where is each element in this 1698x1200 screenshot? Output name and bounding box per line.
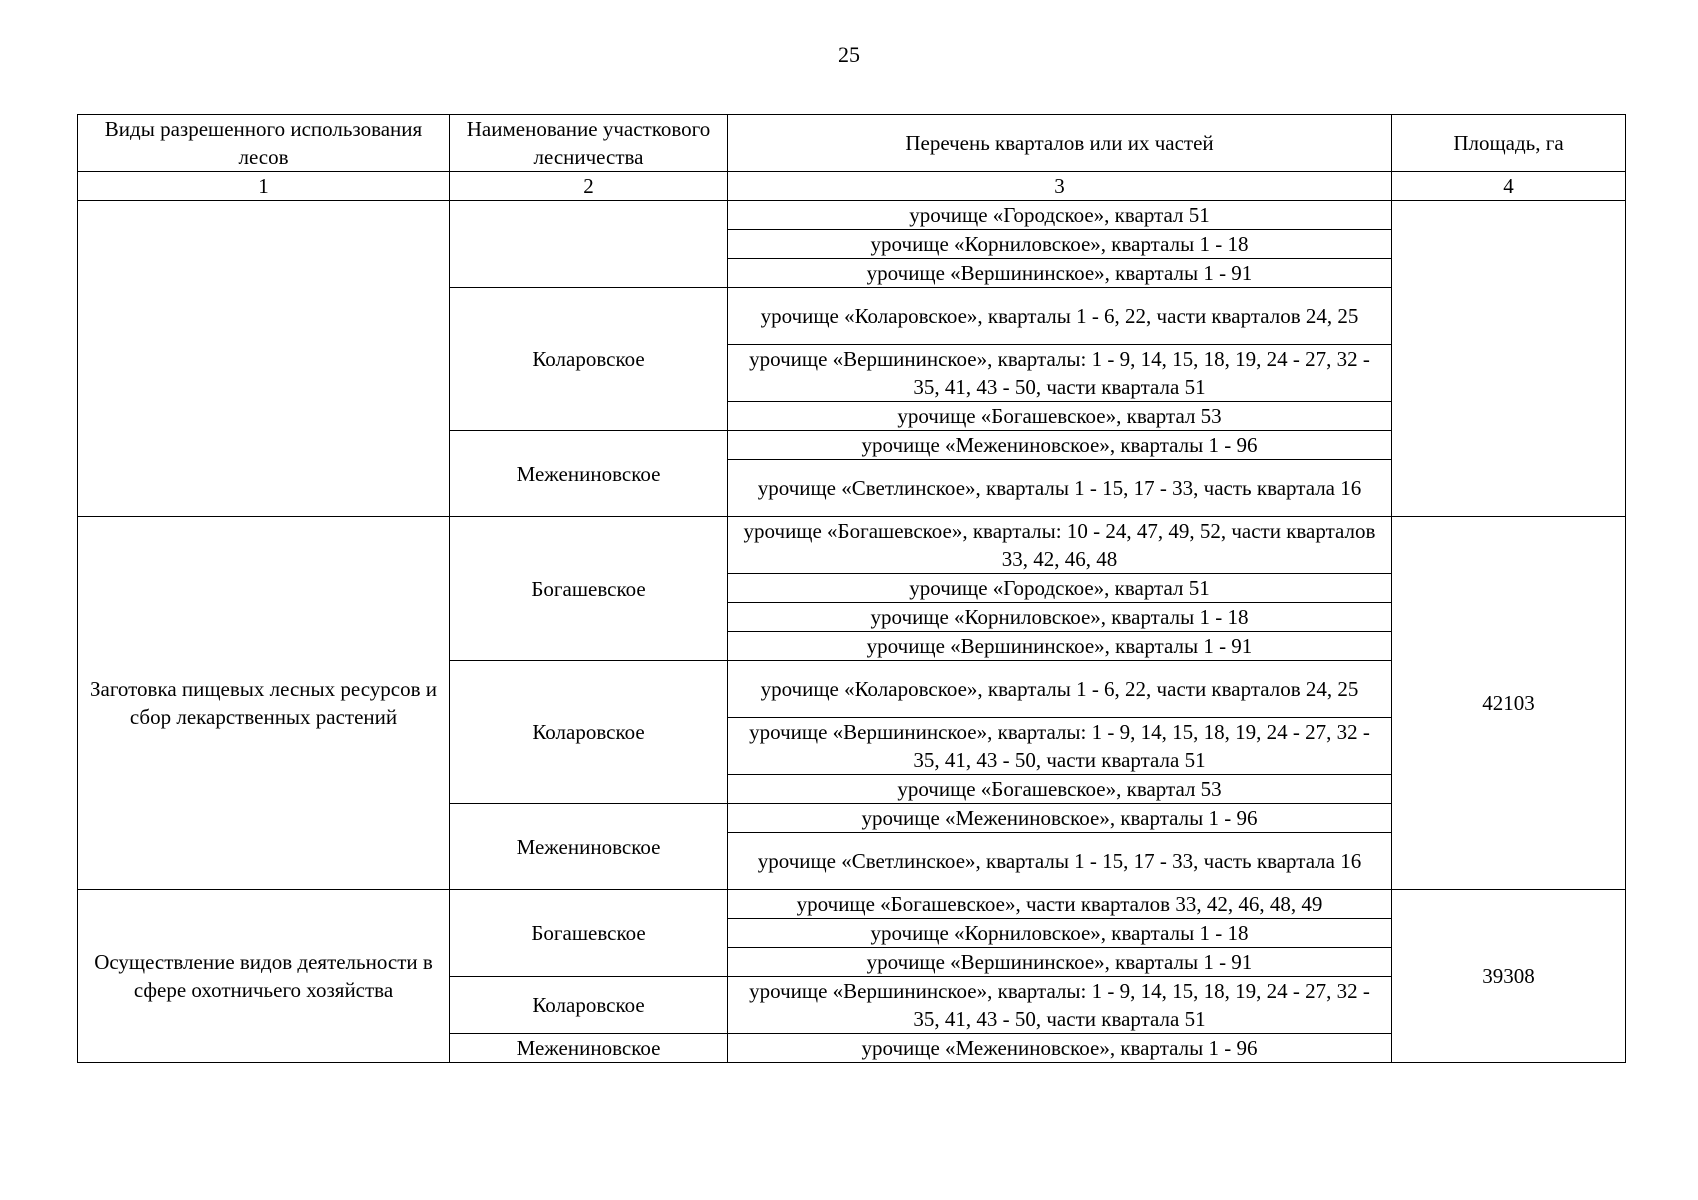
use-type-cell — [78, 201, 450, 517]
quarters-cell: урочище «Богашевское», части кварталов 33, 42, 46, 48, 49 — [728, 890, 1392, 919]
quarters-cell: урочище «Корниловское», кварталы 1 - 18 — [728, 230, 1392, 259]
header-row — [78, 115, 1626, 172]
column-number: 1 — [78, 172, 450, 201]
table-row — [78, 890, 1626, 919]
forestry-name-cell: Богашевское — [450, 890, 728, 977]
forestry-name-cell: Межениновское — [450, 431, 728, 517]
quarters-cell: урочище «Светлинское», кварталы 1 - 15, 17 - 33, часть квартала 16 — [728, 833, 1392, 890]
header-area: Площадь, га — [1392, 115, 1626, 172]
quarters-cell: урочище «Межениновское», кварталы 1 - 96 — [728, 804, 1392, 833]
header-use-type: Виды разрешенного использования лесов — [78, 115, 450, 172]
forestry-name-cell: Богашевское — [450, 517, 728, 661]
quarters-cell: урочище «Вершининское», кварталы 1 - 91 — [728, 632, 1392, 661]
quarters-cell: урочище «Вершининское», кварталы: 1 - 9, 14, 15, 18, 19, 24 - 27, 32 - 35, 41, 43 - 50, части квартала 51 — [728, 345, 1392, 402]
forestry-name-cell: Коларовское — [450, 288, 728, 431]
area-cell — [1392, 201, 1626, 517]
quarters-cell: урочище «Межениновское», кварталы 1 - 96 — [728, 431, 1392, 460]
table-row — [78, 517, 1626, 574]
column-number-row — [78, 172, 1626, 201]
column-number: 3 — [728, 172, 1392, 201]
page-number: 25 — [838, 42, 860, 67]
quarters-cell: урочище «Коларовское», кварталы 1 - 6, 22, части кварталов 24, 25 — [728, 288, 1392, 345]
quarters-cell: урочище «Городское», квартал 51 — [728, 201, 1392, 230]
quarters-cell: урочище «Вершининское», кварталы 1 - 91 — [728, 259, 1392, 288]
quarters-cell: урочище «Светлинское», кварталы 1 - 15, 17 - 33, часть квартала 16 — [728, 460, 1392, 517]
forestry-name-cell: Межениновское — [450, 804, 728, 890]
quarters-cell: урочище «Корниловское», кварталы 1 - 18 — [728, 919, 1392, 948]
quarters-cell: урочище «Коларовское», кварталы 1 - 6, 22, части кварталов 24, 25 — [728, 661, 1392, 718]
forestry-name-cell: Коларовское — [450, 977, 728, 1034]
quarters-cell: урочище «Богашевское», кварталы: 10 - 24, 47, 49, 52, части кварталов 33, 42, 46, 48 — [728, 517, 1392, 574]
table-row — [78, 201, 1626, 230]
area-cell: 39308 — [1392, 890, 1626, 1063]
forestry-name-cell: Коларовское — [450, 661, 728, 804]
quarters-cell: урочище «Городское», квартал 51 — [728, 574, 1392, 603]
quarters-cell: урочище «Вершининское», кварталы: 1 - 9, 14, 15, 18, 19, 24 - 27, 32 - 35, 41, 43 - 50, части квартала 51 — [728, 977, 1392, 1034]
area-cell: 42103 — [1392, 517, 1626, 890]
header-forestry-name: Наименование участкового лесничества — [450, 115, 728, 172]
use-type-cell: Осуществление видов деятельности в сфере охотничьего хозяйства — [78, 890, 450, 1063]
forestry-name-cell — [450, 201, 728, 288]
forestry-name-cell: Межениновское — [450, 1034, 728, 1063]
use-type-cell: Заготовка пищевых лесных ресурсов и сбор лекарственных растений — [78, 517, 450, 890]
quarters-cell: урочище «Вершининское», кварталы: 1 - 9, 14, 15, 18, 19, 24 - 27, 32 - 35, 41, 43 - 50, части квартала 51 — [728, 718, 1392, 775]
quarters-cell: урочище «Богашевское», квартал 53 — [728, 402, 1392, 431]
forest-use-table — [77, 114, 1626, 1063]
quarters-cell: урочище «Вершининское», кварталы 1 - 91 — [728, 948, 1392, 977]
column-number: 2 — [450, 172, 728, 201]
header-quarters-list: Перечень кварталов или их частей — [728, 115, 1392, 172]
quarters-cell: урочище «Межениновское», кварталы 1 - 96 — [728, 1034, 1392, 1063]
quarters-cell: урочище «Корниловское», кварталы 1 - 18 — [728, 603, 1392, 632]
column-number: 4 — [1392, 172, 1626, 201]
quarters-cell: урочище «Богашевское», квартал 53 — [728, 775, 1392, 804]
